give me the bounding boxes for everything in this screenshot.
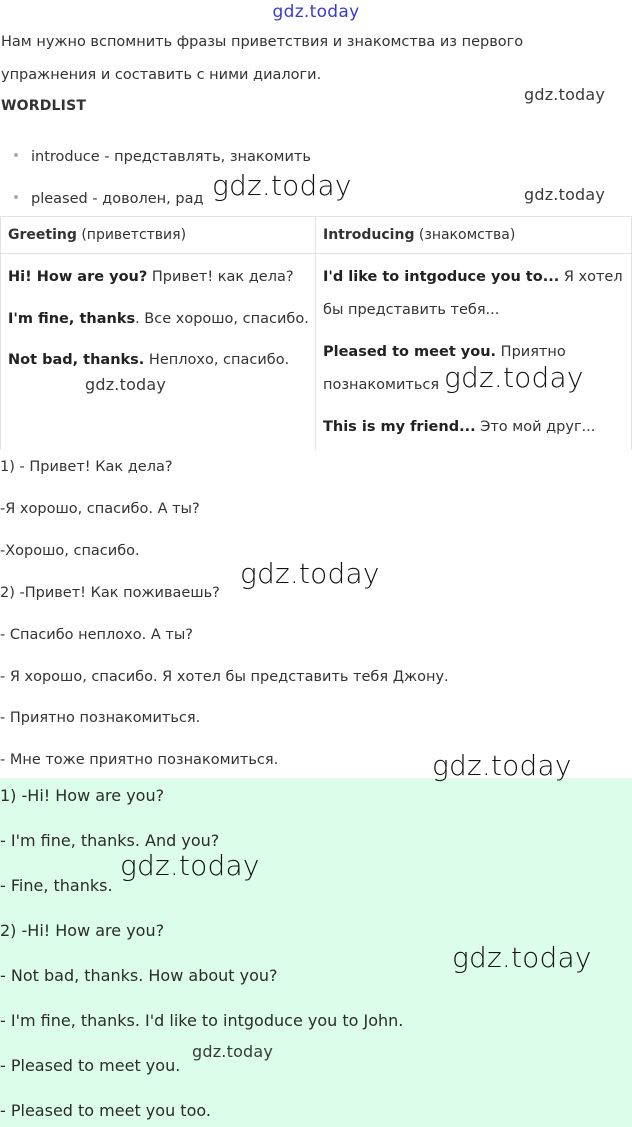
table-column-divider [315, 216, 316, 450]
wordlist-item [14, 149, 311, 165]
wordlist-item-text: introduce - представлять, знакомить [31, 149, 311, 165]
site-logo[interactable]: gdz.today [272, 2, 360, 22]
watermark: gdz.today [85, 375, 167, 394]
english-dialogue-line: 2) -Hi! How are you? [0, 921, 165, 940]
introducing-phrase: бы представить тебя... [323, 302, 500, 318]
russian-dialogue-line: -Хорошо, спасибо. [0, 543, 140, 559]
watermark: gdz.today [524, 185, 606, 204]
table-border-left [0, 216, 1, 450]
watermark: gdz.today [524, 85, 606, 104]
english-dialogue-line: - Fine, thanks. [0, 876, 113, 895]
bullet-icon [14, 195, 18, 199]
watermark: gdz.today [212, 169, 352, 202]
introducing-phrase: This is my friend... Это мой друг... [323, 419, 596, 435]
english-dialogue-line: 1) -Hi! How are you? [0, 786, 165, 805]
watermark: gdz.today [444, 361, 584, 394]
table-header-divider [0, 253, 632, 254]
wordlist-heading: WORDLIST [1, 98, 87, 114]
russian-dialogue-line: -Я хорошо, спасибо. А ты? [0, 501, 200, 517]
introducing-phrase: познакомиться [323, 377, 440, 393]
watermark: gdz.today [432, 749, 572, 782]
introducing-phrase: I'd like to intgoduce you to... Я хотел [323, 269, 623, 285]
wordlist-item-text: pleased - доволен, рад [31, 191, 204, 207]
russian-dialogue-line: - Спасибо неплохо. А ты? [0, 627, 193, 643]
russian-dialogue-line: - Я хорошо, спасибо. Я хотел бы представить тебя Джону. [0, 669, 449, 685]
intro-line-2: упражнения и составить с ними диалоги. [1, 67, 322, 83]
table-header-greeting: Greeting (приветствия) [8, 227, 187, 243]
english-dialogue-line: - Pleased to meet you. [0, 1056, 181, 1075]
bullet-icon [14, 153, 18, 157]
russian-dialogue-line: - Мне тоже приятно познакомиться. [0, 752, 279, 768]
table-border-top [0, 216, 632, 217]
watermark: gdz.today [240, 557, 380, 590]
greeting-phrase: Hi! How are you? Привет! как дела? [8, 269, 294, 285]
greeting-phrase: I'm fine, thanks. Все хорошо, спасибо. [8, 311, 309, 327]
english-dialogue-line: - I'm fine, thanks. I'd like to intgoduce you to John. [0, 1011, 404, 1030]
english-dialogue-line: - Not bad, thanks. How about you? [0, 966, 278, 985]
russian-dialogue-line: 1) - Привет! Как дела? [0, 459, 173, 475]
greeting-phrase: Not bad, thanks. Неплохо, спасибо. [8, 352, 290, 368]
russian-dialogue-line: 2) -Привет! Как поживаешь? [0, 585, 220, 601]
introducing-phrase: Pleased to meet you. Приятно [323, 344, 566, 360]
watermark: gdz.today [120, 849, 260, 882]
wordlist-item [14, 191, 204, 207]
english-dialogue-line: - Pleased to meet you too. [0, 1101, 211, 1120]
russian-dialogue-line: - Приятно познакомиться. [0, 710, 201, 726]
vocabulary-table [0, 216, 632, 450]
table-header-introducing: Introducing (знакомства) [323, 227, 516, 243]
english-dialogue-line: - I'm fine, thanks. And you? [0, 831, 220, 850]
intro-line-1: Нам нужно вспомнить фразы приветствия и знакомства из первого [1, 34, 524, 50]
watermark: gdz.today [192, 1042, 274, 1061]
watermark: gdz.today [452, 941, 592, 974]
